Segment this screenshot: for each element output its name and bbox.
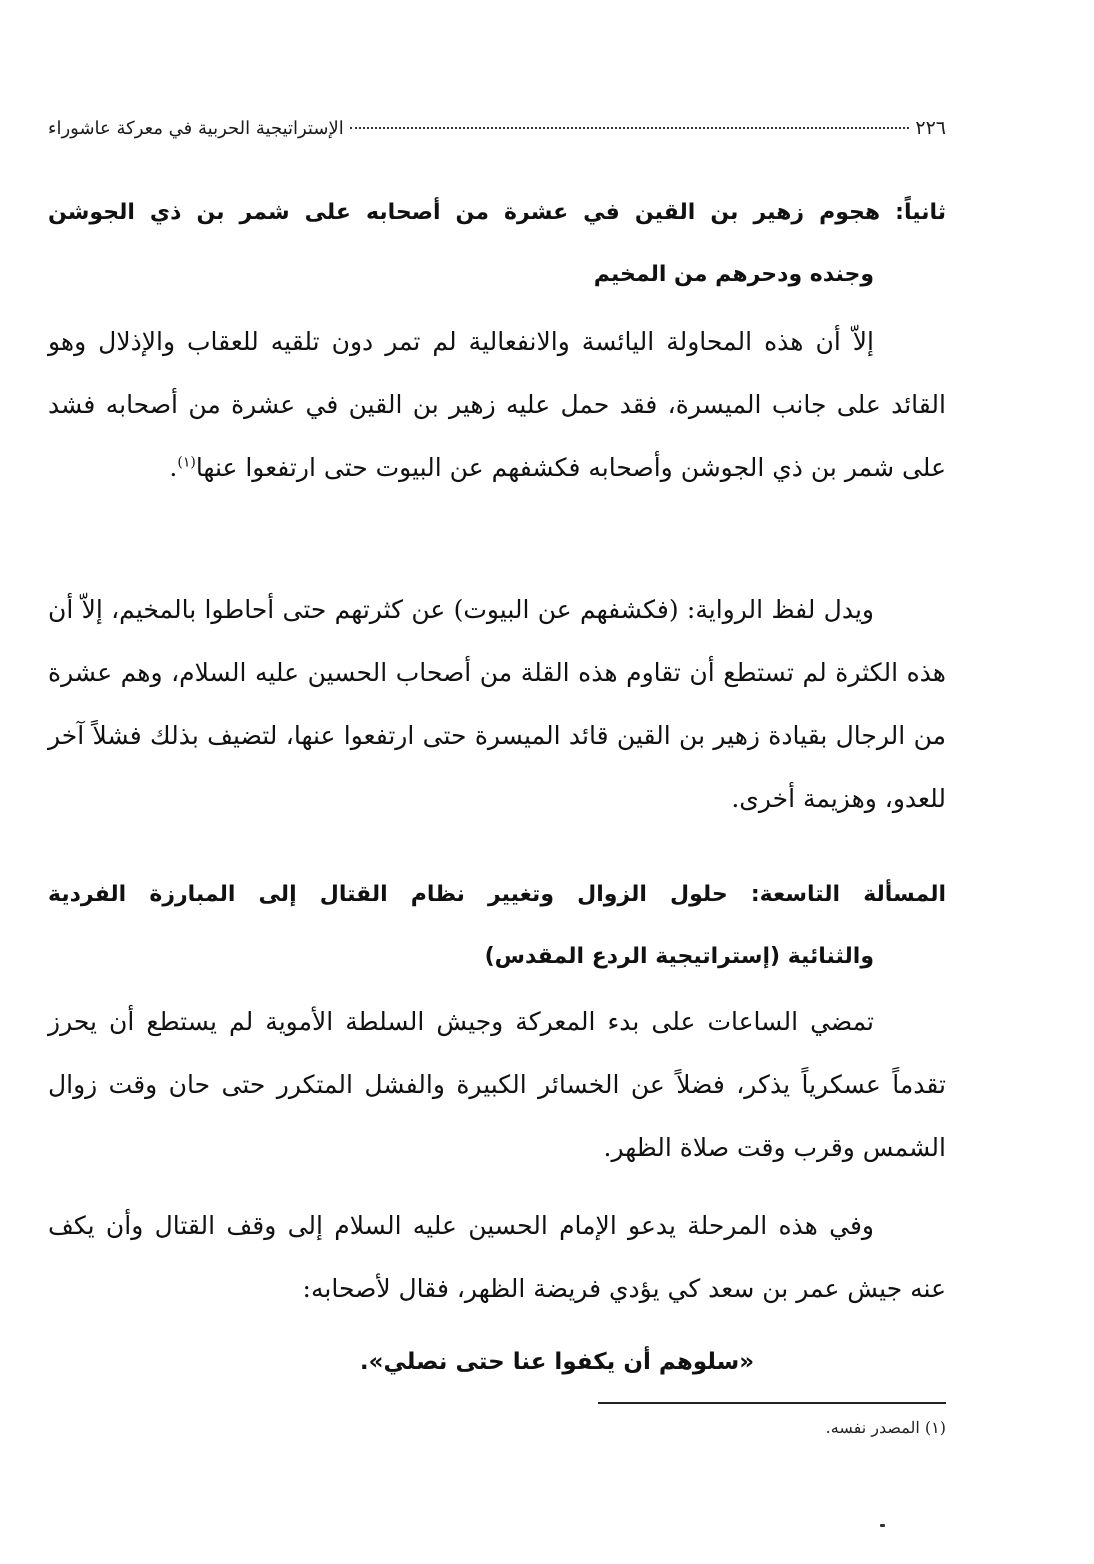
paragraph-1-text: إلاّ أن هذه المحاولة اليائسة والانفعالية لم تمر دون تلقيه للعقاب والإذلال وهو القائد على جانب الميسرة، فقد حمل عليه زهير بن القين في عشرة من أصحابه فشد على شمر بن ذي الجوشن وأصحابه فكشفهم عن البيوت حتى ارتفعوا عنها	[48, 327, 946, 482]
page-number: ٢٢٦	[915, 117, 946, 139]
running-head	[48, 117, 946, 147]
book-page	[48, 0, 946, 1564]
footnote-separator	[598, 1402, 946, 1404]
paragraph-1-end: .	[169, 453, 178, 482]
paragraph-2: ويدل لفظ الرواية: (فكشفهم عن البيوت) عن كثرتهم حتى أحاطوا بالمخيم، إلاّ أن هذه الكثرة لم تستطع أن تقاوم هذه القلة من أصحاب الحسين عليه السلام، وهم عشرة من الرجال بقيادة زهير بن القين قائد الميسرة حتى ارتفعوا عنها، لتضيف بذلك فشلاً آخر للعدو، وهزيمة أخرى.	[48, 595, 946, 813]
print-speck	[880, 1524, 885, 1527]
section-heading-2-line-1: المسألة التاسعة: حلول الزوال وتغيير نظام القتال إلى المبارزة الفردية	[48, 882, 946, 907]
footnote-1	[826, 1418, 946, 1437]
section-heading-1	[48, 182, 946, 306]
section-heading-2-line-2: والثنائية (إستراتيجية الردع المقدس)	[484, 944, 874, 969]
quoted-speech: «سلوهم أن يكفوا عنا حتى نصلي».	[359, 1349, 755, 1375]
book-title: الإستراتيجية الحربية في معركة عاشوراء	[48, 118, 344, 139]
section-heading-2	[48, 864, 946, 988]
footnote-1-marker: (١)	[924, 1418, 946, 1437]
section-heading-1-line-2: وجنده ودحرهم من المخيم	[593, 262, 874, 287]
paragraph-1	[48, 310, 946, 499]
paragraph-4: وفي هذه المرحلة يدعو الإمام الحسين عليه السلام إلى وقف القتال وأن يكف عنه جيش عمر بن سعد كي يؤدي فريضة الظهر، فقال لأصحابه:	[48, 1211, 946, 1303]
dotted-leader	[350, 127, 910, 129]
paragraph-3: تمضي الساعات على بدء المعركة وجيش السلطة الأموية لم يستطع أن يحرز تقدماً عسكرياً يذكر، فضلاً عن الخسائر الكبيرة والفشل المتكرر حتى حان وقت زوال الشمس وقرب وقت صلاة الظهر.	[48, 1007, 946, 1162]
footnote-reference: (١)	[177, 454, 196, 471]
section-heading-1-line-1: ثانياً: هجوم زهير بن القين في عشرة من أصحابه على شمر بن ذي الجوشن	[48, 200, 946, 225]
footnote-1-text: المصدر نفسه.	[825, 1418, 920, 1437]
